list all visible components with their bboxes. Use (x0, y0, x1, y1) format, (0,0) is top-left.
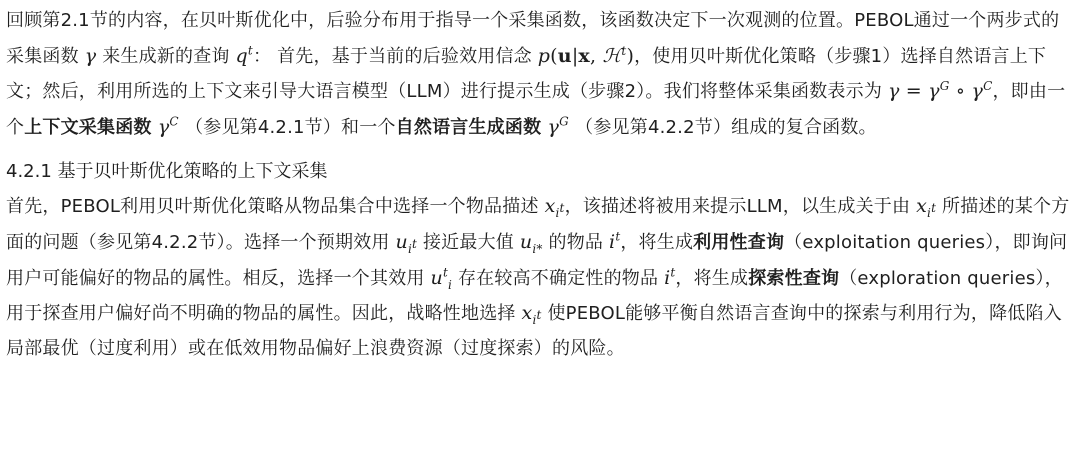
text: 接近最大值 (417, 231, 520, 253)
text: ，使用贝叶斯优化策略（步骤1）选择自然语言上下文；然后，利用所选的上下文来引导大语言模型（LLM）进行提示生成（步骤2）。我们将整体采集函数表示为 (6, 45, 1047, 103)
text: ： 首先，基于当前的后验效用信念 (252, 45, 538, 67)
bold-term-exploration: 探索性查询 (748, 267, 840, 289)
bold-term-nl-generation: 自然语言生成函数 (395, 116, 542, 138)
text: 来生成新的查询 (96, 45, 236, 67)
text: 的物品 (542, 231, 610, 253)
math-gamma-c: $\gamma^C$ (157, 114, 179, 138)
math-composition: $\gamma = \gamma^G$ ∘ $\gamma^C$ (887, 79, 993, 103)
math-x-it: $x_{i^t}$ (916, 195, 937, 221)
math-u-istar: $u_{i*}$ (519, 230, 543, 256)
text: 存在较高不确定性的物品 (452, 267, 665, 289)
text: （exploitation queries），即询问用户可能偏好的物品的属性。相反，选择一个其效用 (6, 231, 1068, 289)
math-x-it: $x_{i^t}$ (544, 195, 565, 221)
text: （参见第4.2.1节）和一个 (185, 116, 396, 138)
math-u-it: $u_{i^t}$ (395, 230, 418, 256)
bold-term-exploitation: 利用性查询 (693, 231, 785, 253)
section-heading: 4.2.1 基于贝叶斯优化策略的上下文采集 (6, 161, 328, 183)
text: （参见第4.2.2节）组成的复合函数。 (575, 116, 877, 138)
text: 所描述的某个方面的问题（参见第4.2.2节）。选择一个预期效用 (6, 196, 1070, 253)
text: ，该描述将被用来提示LLM，以生成关于由 (564, 196, 917, 218)
math-gamma: γ (84, 44, 97, 67)
text: 首先，PEBOL利用贝叶斯优化策略从物品集合中选择一个物品描述 (6, 196, 545, 218)
paragraph-context-acquisition (6, 189, 1074, 366)
math-i-t: $i^t$ (609, 229, 621, 253)
text: ，即由一个 (6, 81, 1066, 138)
math-query: $q^t$ (235, 43, 253, 67)
bold-term-context-acquisition: 上下文采集函数 (24, 116, 152, 138)
math-gamma-g: $\gamma^G$ (547, 114, 569, 138)
math-u-t-i: $u^t_i$ (430, 265, 453, 292)
math-i-t: $i^t$ (664, 265, 676, 289)
math-posterior: p(u|x, ℋ$^t$) (537, 43, 635, 67)
text: ，将生成 (675, 267, 749, 289)
text: 使PEBOL能够平衡自然语言查询中的探索与利用行为，降低陷入局部最优（过度利用）或在低效用物品偏好上浪费资源（过度探索）的风险。 (6, 303, 1062, 359)
text: （exploration queries），用于探查用户偏好尚不明确的物品的属性。因此，战略性地选择 (6, 267, 1063, 325)
math-x-it: $x_{i^t}$ (521, 302, 542, 327)
text: 回顾第2.1节的内容，在贝叶斯优化中，后验分布用于指导一个采集函数，该函数决定下一次观测的位置。PEBOL通过一个两步式的采集函数 (6, 10, 1060, 67)
paragraph-intro (6, 4, 1074, 145)
text: ，将生成 (620, 231, 694, 253)
